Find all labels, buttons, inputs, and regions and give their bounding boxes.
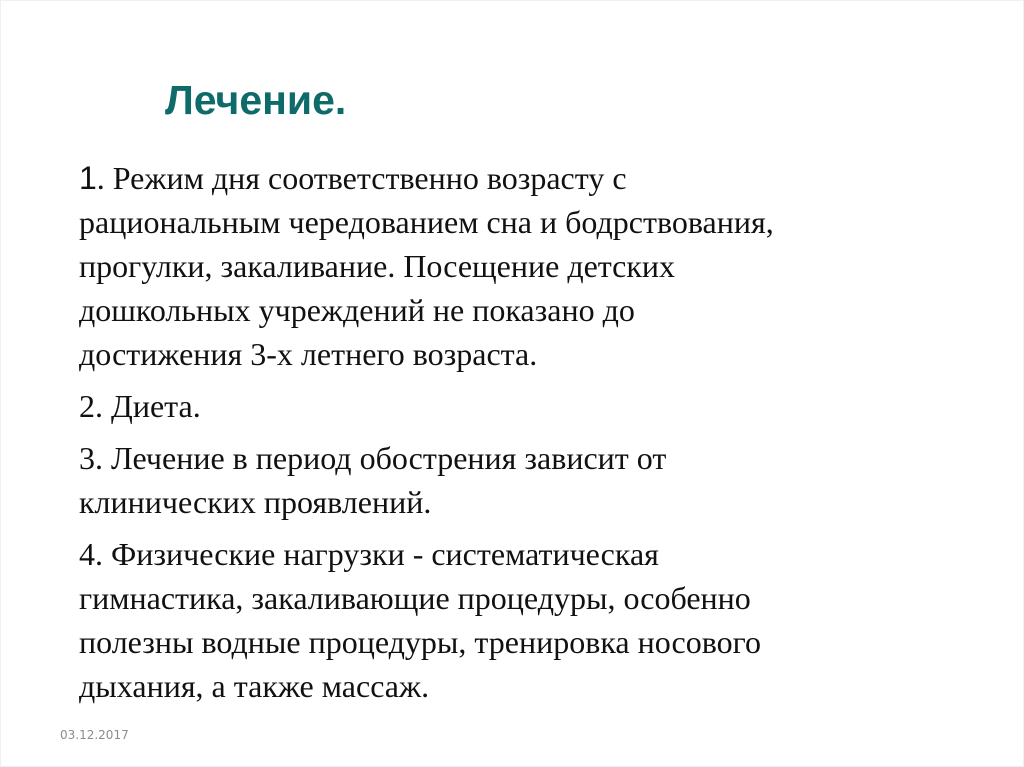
text-line: гимнастика, закаливающие процедуры, особенно xyxy=(79,580,751,616)
text-line xyxy=(79,156,1009,200)
paragraph-4 xyxy=(79,532,1009,708)
paragraph-2 xyxy=(79,384,1009,428)
item-number: 1 xyxy=(79,160,97,196)
text-line: достижения 3-х летнего возраста. xyxy=(79,336,538,372)
text-line: 4. Физические нагрузки - систематическая xyxy=(79,536,659,572)
text-line: 3. Лечение в период обострения зависит от xyxy=(79,440,667,476)
text-line: дошкольных учреждений не показано до xyxy=(79,292,635,328)
text-line: дыхания, а также массаж. xyxy=(79,668,430,704)
text-line: прогулки, закаливание. Посещение детских xyxy=(79,248,676,284)
text-line: рациональным чередованием сна и бодрствования, xyxy=(79,204,774,240)
text-line-content: . Режим дня соответственно возрасту с xyxy=(96,160,627,196)
text-line: клинических проявлений. xyxy=(79,484,432,520)
slide-title: Лечение. xyxy=(165,77,347,123)
footer-date: 03.12.2017 xyxy=(60,728,129,742)
slide-body xyxy=(79,156,1009,716)
paragraph-3 xyxy=(79,436,1009,524)
text-line: полезны водные процедуры, тренировка носового xyxy=(79,624,761,660)
text-line: 2. Диета. xyxy=(79,388,201,424)
paragraph-1 xyxy=(79,156,1009,376)
